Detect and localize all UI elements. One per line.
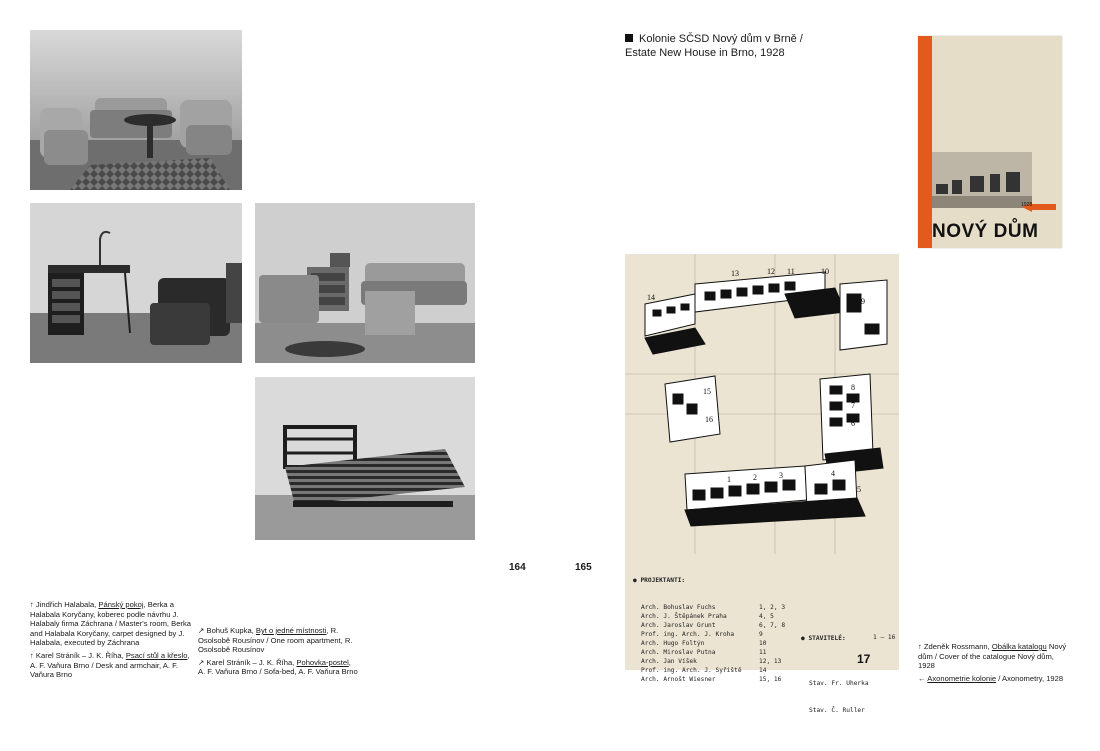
plate-page-number: 17 [857, 652, 871, 666]
photo-sofa-bed [255, 377, 475, 540]
caption-column-1 [30, 600, 192, 683]
house-number: 3 [779, 471, 783, 480]
cover-year-label: 1928 [1021, 202, 1033, 208]
caption-column-3 [918, 642, 1068, 686]
caption-link[interactable]: Pohovka-postel [296, 657, 349, 667]
house-number: 12 [767, 267, 775, 276]
house-number: 16 [705, 415, 713, 424]
caption-link[interactable]: Pánský pokoj [98, 600, 144, 609]
caption-one-room-apartment: ↗ Bohuš Kupka, Byt o jedné místnosti, R. Osolsobě Rousínov / One room apartment, R. Osolsobě Rousínov [198, 626, 353, 655]
catalogue-cover [918, 36, 1062, 248]
projektant-row: Arch. Bohuslav Fuchs 1, 2, 3 [641, 604, 786, 611]
cover-title: NOVÝ DŮM [932, 221, 1039, 242]
house-number: 9 [861, 297, 865, 306]
house-number: 6 [851, 419, 855, 428]
projektant-row: Arch. Jan Víšek 12, 13 [641, 658, 782, 665]
stavitele-range: 1 – 16 [873, 634, 896, 641]
projektant-row: Arch. Miroslav Putna 11 [641, 649, 767, 656]
photo-desk-armchair [30, 203, 242, 363]
cover-artwork [918, 36, 1062, 248]
page-number-right: 165 [575, 562, 592, 573]
left-arrow-icon: ← [918, 673, 926, 683]
house-number: 13 [731, 269, 739, 278]
house-number: 10 [821, 267, 829, 276]
house-number: 8 [851, 383, 855, 392]
stavitele-list: ● STAVITELÉ: Stav. Fr. Uherka Stav. Č. Ruller [801, 635, 869, 714]
axonometry-drawing [625, 254, 899, 554]
house-number: 4 [831, 469, 835, 478]
up-right-arrow-icon: ↗ [198, 626, 205, 635]
caption-axonometry: ← Axonometrie kolonie / Axonometry, 1928 [918, 673, 1064, 683]
house-number: 15 [703, 387, 711, 396]
caption-sofa-bed: ↗ Karel Stráník – J. K. Říha, Pohovka-postel, A. F. Vaňura Brno / Sofa-bed, A. F. Vaňura Brno [198, 657, 358, 677]
caption-cover: ↑ Zdeněk Rossmann, Obálka katalogu Nový dům / Cover of the catalogue Nový dům, 1928 [918, 642, 1067, 671]
section-heading: Kolonie SČSD Nový dům v Brně / Estate New House in Brno, 1928 [625, 33, 803, 59]
photo-masters-room [30, 30, 242, 190]
caption-link[interactable]: Obálka katalogu [991, 642, 1047, 651]
house-number: 7 [851, 401, 855, 410]
caption-link[interactable]: Axonometrie kolonie [927, 673, 997, 683]
projektant-row: Prof. ing. Arch. J. Syřiště 14 [641, 667, 767, 674]
projektant-row: Arch. J. Štěpánek Praha 4, 5 [641, 613, 774, 620]
caption-desk-armchair: ↑ Karel Stráník – J. K. Říha, Psací stůl a křeslo, A. F. Vaňura Brno / Desk and armchair, A. F. Vaňura Brno [30, 650, 190, 680]
up-arrow-icon: ↑ [918, 642, 922, 651]
house-number: 2 [753, 473, 757, 482]
photo-one-room-apartment [255, 203, 475, 363]
square-bullet-icon [625, 34, 633, 42]
projektant-row: Arch. Hugo Foltýn 10 [641, 640, 767, 647]
projektant-row: Arch. Jaroslav Grunt 6, 7, 8 [641, 622, 786, 629]
projektant-row: Prof. ing. Arch. J. Kroha 9 [641, 631, 763, 638]
projektanti-list: ● PROJEKTANTI: Arch. Bohuslav Fuchs 1, 2, 3 Arch. J. Štěpánek Praha 4, 5 Arch. Jaroslav Grunt 6, 7, 8 Prof. ing. Arch. J. Kroha 9 Arch. Hugo Foltýn 10 Arch. Miroslav Putna 11 Arch. Jan Víšek 12, 13 Prof. ing. Arch. J. Syřiště 14 Arch. Arnošt Wiesner 15, 16 [633, 577, 786, 683]
page-number-left: 164 [509, 562, 526, 573]
house-number: 11 [787, 267, 795, 276]
house-number: 14 [647, 293, 655, 302]
up-arrow-icon: ↑ [30, 600, 34, 609]
house-number: 5 [857, 485, 861, 494]
up-arrow-icon: ↑ [30, 650, 34, 660]
up-right-arrow-icon: ↗ [198, 657, 205, 667]
axonometry-plate [625, 254, 899, 714]
house-number: 1 [727, 475, 731, 484]
projektant-row: Arch. Arnošt Wiesner 15, 16 [641, 676, 782, 683]
caption-masters-room: ↑ Jindřich Halabala, Pánský pokoj, Berka a Halabala Koryčany, koberec podle návrhu J. Halabaly firma Záchrana / Master's room, Berka and Halabala Koryčany, carpet designed by J. Halabala, executed by Záchrana [30, 600, 191, 648]
caption-link[interactable]: Psací stůl a křeslo [125, 650, 188, 660]
caption-link[interactable]: Byt o jedné místnosti [255, 626, 327, 635]
caption-column-2 [198, 626, 358, 680]
